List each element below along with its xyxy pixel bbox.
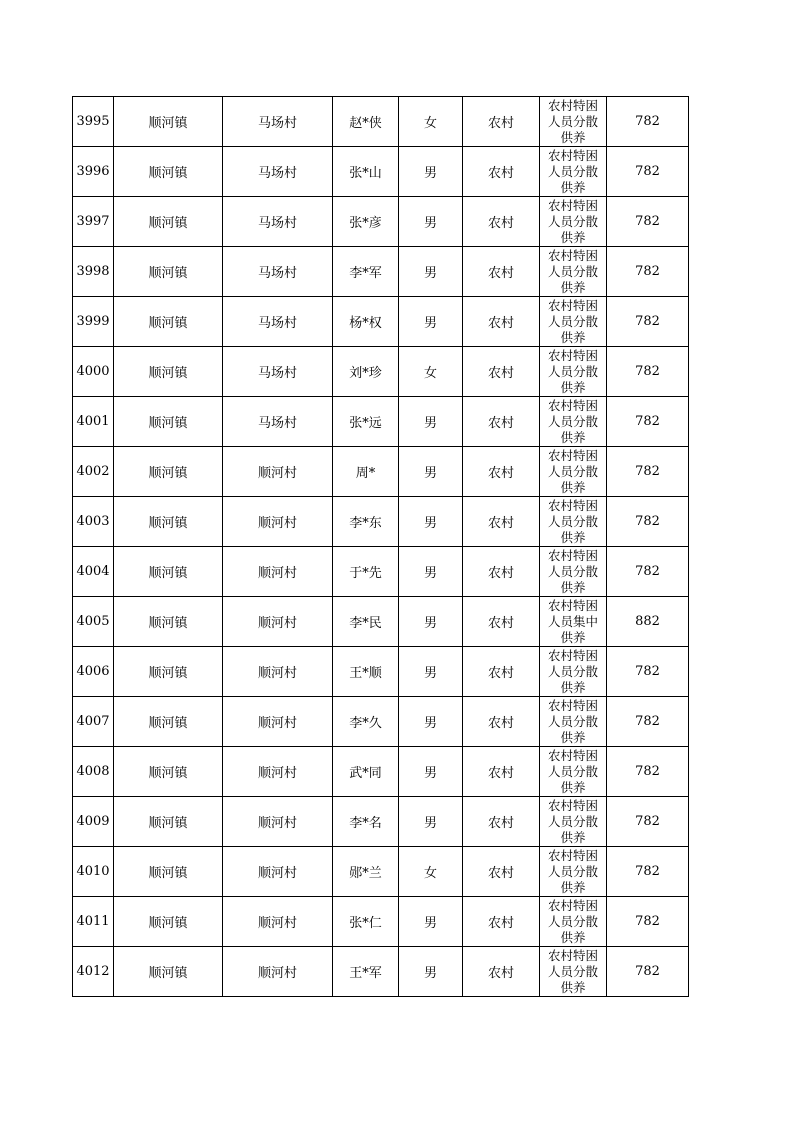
area-cell: 农村 — [463, 347, 540, 397]
gender-cell: 男 — [399, 897, 463, 947]
gender-cell: 男 — [399, 797, 463, 847]
village-cell: 马场村 — [223, 347, 333, 397]
amount-cell: 882 — [607, 597, 689, 647]
amount-cell: 782 — [607, 97, 689, 147]
village-cell: 顺河村 — [223, 897, 333, 947]
gender-cell: 男 — [399, 747, 463, 797]
gender-cell: 女 — [399, 347, 463, 397]
amount-cell: 782 — [607, 747, 689, 797]
gender-cell: 男 — [399, 397, 463, 447]
row-number-cell: 3996 — [73, 147, 114, 197]
town-cell: 顺河镇 — [114, 597, 223, 647]
area-cell: 农村 — [463, 947, 540, 997]
records-table-body — [73, 97, 689, 997]
row-number-cell: 4000 — [73, 347, 114, 397]
area-cell: 农村 — [463, 147, 540, 197]
town-cell: 顺河镇 — [114, 897, 223, 947]
area-cell: 农村 — [463, 897, 540, 947]
support-type-cell — [540, 97, 607, 147]
row-number-cell: 4003 — [73, 497, 114, 547]
table-row — [73, 97, 689, 147]
person-name-cell: 李*久 — [333, 697, 399, 747]
person-name-cell: 刘*珍 — [333, 347, 399, 397]
table-row — [73, 747, 689, 797]
row-number-cell: 3999 — [73, 297, 114, 347]
area-cell: 农村 — [463, 397, 540, 447]
support-type-cell — [540, 847, 607, 897]
support-type-text: 农村特困人员分散供养 — [547, 348, 598, 395]
person-name-cell: 周* — [333, 447, 399, 497]
area-cell: 农村 — [463, 97, 540, 147]
town-cell: 顺河镇 — [114, 847, 223, 897]
row-number-cell: 4009 — [73, 797, 114, 847]
village-cell: 顺河村 — [223, 447, 333, 497]
village-cell: 顺河村 — [223, 947, 333, 997]
support-type-cell — [540, 447, 607, 497]
gender-cell: 男 — [399, 697, 463, 747]
person-name-cell: 赵*侠 — [333, 97, 399, 147]
gender-cell: 男 — [399, 247, 463, 297]
row-number-cell: 4004 — [73, 547, 114, 597]
table-row — [73, 897, 689, 947]
row-number-cell: 4006 — [73, 647, 114, 697]
person-name-cell: 李*军 — [333, 247, 399, 297]
amount-cell: 782 — [607, 547, 689, 597]
row-number-cell: 3997 — [73, 197, 114, 247]
row-number-cell: 4010 — [73, 847, 114, 897]
gender-cell: 男 — [399, 297, 463, 347]
village-cell: 马场村 — [223, 297, 333, 347]
area-cell: 农村 — [463, 447, 540, 497]
row-number-cell: 4005 — [73, 597, 114, 647]
support-type-cell — [540, 247, 607, 297]
row-number-cell: 4001 — [73, 397, 114, 447]
support-type-text: 农村特困人员分散供养 — [547, 948, 598, 995]
support-type-cell — [540, 497, 607, 547]
support-type-cell — [540, 347, 607, 397]
town-cell: 顺河镇 — [114, 297, 223, 347]
town-cell: 顺河镇 — [114, 747, 223, 797]
support-type-cell — [540, 897, 607, 947]
support-type-text: 农村特困人员分散供养 — [547, 898, 598, 945]
gender-cell: 男 — [399, 647, 463, 697]
amount-cell: 782 — [607, 697, 689, 747]
village-cell: 马场村 — [223, 247, 333, 297]
person-name-cell: 王*军 — [333, 947, 399, 997]
amount-cell: 782 — [607, 247, 689, 297]
area-cell: 农村 — [463, 197, 540, 247]
support-type-text: 农村特困人员分散供养 — [547, 798, 598, 845]
table-row — [73, 797, 689, 847]
row-number-cell: 4008 — [73, 747, 114, 797]
table-row — [73, 147, 689, 197]
village-cell: 马场村 — [223, 97, 333, 147]
village-cell: 顺河村 — [223, 697, 333, 747]
gender-cell: 男 — [399, 947, 463, 997]
table-row — [73, 697, 689, 747]
support-type-text: 农村特困人员分散供养 — [547, 548, 598, 595]
gender-cell: 男 — [399, 597, 463, 647]
village-cell: 马场村 — [223, 397, 333, 447]
town-cell: 顺河镇 — [114, 497, 223, 547]
amount-cell: 782 — [607, 647, 689, 697]
village-cell: 顺河村 — [223, 847, 333, 897]
town-cell: 顺河镇 — [114, 147, 223, 197]
area-cell: 农村 — [463, 297, 540, 347]
area-cell: 农村 — [463, 747, 540, 797]
support-type-text: 农村特困人员分散供养 — [547, 248, 598, 295]
person-name-cell: 李*名 — [333, 797, 399, 847]
table-row — [73, 597, 689, 647]
area-cell: 农村 — [463, 547, 540, 597]
table-row — [73, 447, 689, 497]
support-type-cell — [540, 747, 607, 797]
support-type-text: 农村特困人员分散供养 — [547, 748, 598, 795]
town-cell: 顺河镇 — [114, 547, 223, 597]
town-cell: 顺河镇 — [114, 97, 223, 147]
amount-cell: 782 — [607, 847, 689, 897]
amount-cell: 782 — [607, 447, 689, 497]
support-type-text: 农村特困人员分散供养 — [547, 298, 598, 345]
support-type-text: 农村特困人员分散供养 — [547, 148, 598, 195]
town-cell: 顺河镇 — [114, 197, 223, 247]
table-row — [73, 347, 689, 397]
gender-cell: 女 — [399, 847, 463, 897]
town-cell: 顺河镇 — [114, 247, 223, 297]
gender-cell: 男 — [399, 547, 463, 597]
village-cell: 顺河村 — [223, 797, 333, 847]
support-type-cell — [540, 647, 607, 697]
village-cell: 顺河村 — [223, 747, 333, 797]
support-type-cell — [540, 597, 607, 647]
table-row — [73, 297, 689, 347]
support-type-cell — [540, 697, 607, 747]
village-cell: 马场村 — [223, 197, 333, 247]
support-type-text: 农村特困人员分散供养 — [547, 498, 598, 545]
town-cell: 顺河镇 — [114, 647, 223, 697]
area-cell: 农村 — [463, 597, 540, 647]
person-name-cell: 张*仁 — [333, 897, 399, 947]
village-cell: 顺河村 — [223, 597, 333, 647]
area-cell: 农村 — [463, 847, 540, 897]
town-cell: 顺河镇 — [114, 397, 223, 447]
village-cell: 马场村 — [223, 147, 333, 197]
town-cell: 顺河镇 — [114, 947, 223, 997]
person-name-cell: 王*顺 — [333, 647, 399, 697]
amount-cell: 782 — [607, 897, 689, 947]
gender-cell: 男 — [399, 447, 463, 497]
support-type-cell — [540, 397, 607, 447]
table-row — [73, 197, 689, 247]
gender-cell: 女 — [399, 97, 463, 147]
row-number-cell: 4002 — [73, 447, 114, 497]
row-number-cell: 3995 — [73, 97, 114, 147]
amount-cell: 782 — [607, 197, 689, 247]
amount-cell: 782 — [607, 797, 689, 847]
support-type-cell — [540, 547, 607, 597]
support-type-cell — [540, 297, 607, 347]
amount-cell: 782 — [607, 347, 689, 397]
person-name-cell: 李*东 — [333, 497, 399, 547]
area-cell: 农村 — [463, 247, 540, 297]
support-type-text: 农村特困人员分散供养 — [547, 198, 598, 245]
amount-cell: 782 — [607, 297, 689, 347]
row-number-cell: 3998 — [73, 247, 114, 297]
village-cell: 顺河村 — [223, 547, 333, 597]
town-cell: 顺河镇 — [114, 347, 223, 397]
gender-cell: 男 — [399, 197, 463, 247]
table-row — [73, 547, 689, 597]
person-name-cell: 张*彦 — [333, 197, 399, 247]
support-type-text: 农村特困人员分散供养 — [547, 648, 598, 695]
town-cell: 顺河镇 — [114, 447, 223, 497]
area-cell: 农村 — [463, 497, 540, 547]
person-name-cell: 张*山 — [333, 147, 399, 197]
support-type-text: 农村特困人员分散供养 — [547, 448, 598, 495]
table-row — [73, 247, 689, 297]
support-type-cell — [540, 947, 607, 997]
support-type-cell — [540, 797, 607, 847]
gender-cell: 男 — [399, 147, 463, 197]
table-row — [73, 497, 689, 547]
support-type-cell — [540, 197, 607, 247]
table-row — [73, 847, 689, 897]
support-type-text: 农村特困人员分散供养 — [547, 398, 598, 445]
person-name-cell: 李*民 — [333, 597, 399, 647]
person-name-cell: 杨*权 — [333, 297, 399, 347]
records-table — [72, 96, 689, 997]
gender-cell: 男 — [399, 497, 463, 547]
amount-cell: 782 — [607, 397, 689, 447]
area-cell: 农村 — [463, 797, 540, 847]
amount-cell: 782 — [607, 947, 689, 997]
village-cell: 顺河村 — [223, 647, 333, 697]
support-type-text: 农村特困人员集中供养 — [547, 598, 598, 645]
row-number-cell: 4012 — [73, 947, 114, 997]
row-number-cell: 4007 — [73, 697, 114, 747]
support-type-text: 农村特困人员分散供养 — [547, 98, 598, 145]
table-row — [73, 647, 689, 697]
person-name-cell: 张*远 — [333, 397, 399, 447]
village-cell: 顺河村 — [223, 497, 333, 547]
person-name-cell: 武*同 — [333, 747, 399, 797]
area-cell: 农村 — [463, 697, 540, 747]
town-cell: 顺河镇 — [114, 697, 223, 747]
support-type-text: 农村特困人员分散供养 — [547, 848, 598, 895]
table-row — [73, 397, 689, 447]
table-row — [73, 947, 689, 997]
person-name-cell: 郧*兰 — [333, 847, 399, 897]
support-type-text: 农村特困人员分散供养 — [547, 698, 598, 745]
town-cell: 顺河镇 — [114, 797, 223, 847]
amount-cell: 782 — [607, 497, 689, 547]
row-number-cell: 4011 — [73, 897, 114, 947]
support-type-cell — [540, 147, 607, 197]
person-name-cell: 于*先 — [333, 547, 399, 597]
area-cell: 农村 — [463, 647, 540, 697]
amount-cell: 782 — [607, 147, 689, 197]
